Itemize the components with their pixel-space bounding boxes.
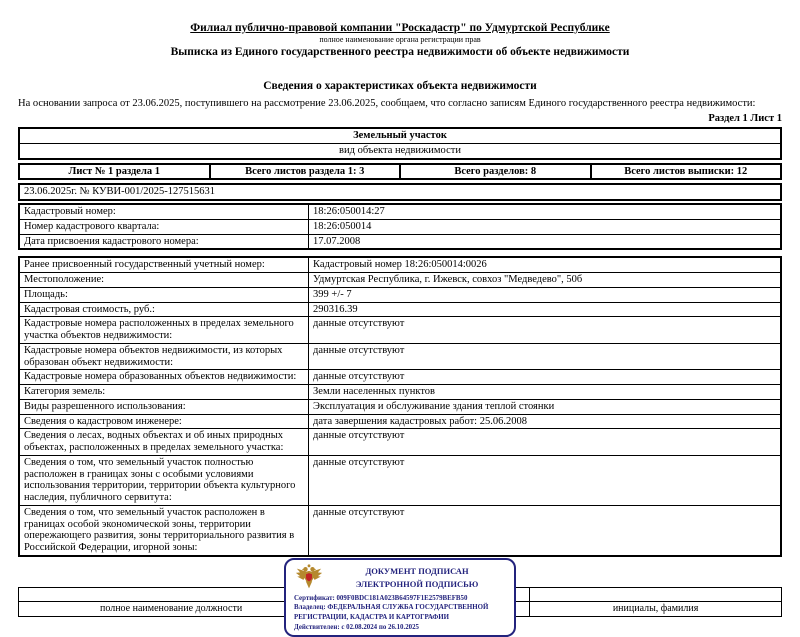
signature-area xyxy=(18,565,782,631)
row-label-cell: Кадастровые номера расположенных в пределах земельного участка объектов недвижимости: xyxy=(19,317,309,344)
row-value-cell: 290316.39 xyxy=(309,302,781,317)
sheet-info-table xyxy=(18,163,782,181)
table-row xyxy=(19,219,781,234)
row-value-cell: данные отсутствуют xyxy=(309,455,781,505)
table-row xyxy=(19,204,781,219)
row-label-cell: Номер кадастрового квартала: xyxy=(19,219,309,234)
sheet-info-cell: Всего листов раздела 1: 3 xyxy=(210,164,401,180)
row-label-cell: Кадастровые номера образованных объектов недвижимости: xyxy=(19,370,309,385)
row-label-cell: Местоположение: xyxy=(19,273,309,288)
stamp-header xyxy=(286,560,514,593)
table-row xyxy=(19,385,781,400)
row-value-cell: данные отсутствуют xyxy=(309,429,781,456)
stamp-details xyxy=(286,593,514,636)
table-row xyxy=(19,317,781,344)
row-label-cell: Кадастровая стоимость, руб.: xyxy=(19,302,309,317)
signature-line-cell xyxy=(530,587,782,601)
document-title: Выписка из Единого государственного реестра недвижимости об объекте недвижимости xyxy=(170,46,630,58)
table-row xyxy=(19,455,781,505)
row-value-cell: данные отсутствуют xyxy=(309,370,781,385)
stamp-title-line2: ЭЛЕКТРОННОЙ ПОДПИСЬЮ xyxy=(355,578,479,589)
row-value-cell: 18:26:050014:27 xyxy=(309,204,781,219)
table-row xyxy=(19,302,781,317)
table-row xyxy=(19,505,781,556)
document-number: 23.06.2025г. № КУВИ-001/2025-127515631 xyxy=(24,186,215,198)
sheet-info-cell: Лист № 1 раздела 1 xyxy=(19,164,210,180)
row-label-cell: Кадастровые номера объектов недвижимости, из которых образован объект недвижимости: xyxy=(19,343,309,370)
row-label-cell: Площадь: xyxy=(19,287,309,302)
object-details-table xyxy=(18,256,782,557)
table-row xyxy=(19,414,781,429)
stamp-certificate: Сертификат: 009F0BDC181A023B64597F1E2579BEFB50 xyxy=(294,594,468,602)
row-value-cell: 17.07.2008 xyxy=(309,234,781,249)
row-label-cell: Кадастровый номер: xyxy=(19,204,309,219)
row-label-cell: Дата присвоения кадастрового номера: xyxy=(19,234,309,249)
object-type-table xyxy=(18,127,782,160)
row-label-cell: Сведения о том, что земельный участок полностью расположен в границах зоны с особыми условиями использования территории, территории объекта культурного наследия, публичного сервитута: xyxy=(19,455,309,505)
document-number-table xyxy=(18,183,782,201)
sheet-info-cell: Всего разделов: 8 xyxy=(400,164,591,180)
section-title: Сведения о характеристиках объекта недвижимости xyxy=(263,80,537,92)
row-value-cell: данные отсутствуют xyxy=(309,505,781,556)
row-value-cell: данные отсутствуют xyxy=(309,343,781,370)
row-value-cell: 18:26:050014 xyxy=(309,219,781,234)
table-row xyxy=(19,257,781,272)
object-type-caption: вид объекта недвижимости xyxy=(339,144,461,156)
row-value-cell: Удмуртская Республика, г. Ижевск, совхоз "Медведево", 50б xyxy=(309,273,781,288)
russia-coat-of-arms-icon xyxy=(294,563,324,593)
position-name-label: полное наименование должности xyxy=(19,601,324,616)
table-row xyxy=(19,234,781,249)
cadastral-numbers-table xyxy=(18,203,782,250)
stamp-owner: Владелец: ФЕДЕРАЛЬНАЯ СЛУЖБА ГОСУДАРСТВЕННОЙ РЕГИСТРАЦИИ, КАДАСТРА И КАРТОГРАФИИ xyxy=(294,604,489,622)
request-basis-line: На основании запроса от 23.06.2025, поступившего на рассмотрение 23.06.2025, сообщаем, что согласно записям Единого государственного реестра недвижимости: xyxy=(18,98,756,109)
table-row xyxy=(19,429,781,456)
stamp-validity: Действителен: с 02.08.2024 по 26.10.2025 xyxy=(294,623,420,631)
row-value-cell: Земли населенных пунктов xyxy=(309,385,781,400)
row-label-cell: Ранее присвоенный государственный учетный номер: xyxy=(19,257,309,272)
section-page-label: Раздел 1 Лист 1 xyxy=(708,113,782,124)
stamp-title-line1: ДОКУМЕНТ ПОДПИСАН xyxy=(365,565,469,576)
row-value-cell: Кадастровый номер 18:26:050014:0026 xyxy=(309,257,781,272)
signature-stamp xyxy=(284,558,516,637)
signature-line-cell xyxy=(19,587,324,601)
row-label-cell: Категория земель: xyxy=(19,385,309,400)
stamp-title xyxy=(330,565,504,591)
row-value-cell: данные отсутствуют xyxy=(309,317,781,344)
row-label-cell: Виды разрешенного использования: xyxy=(19,399,309,414)
registration-authority-caption: полное наименование органа регистрации прав xyxy=(319,35,481,44)
sheet-info-cell: Всего листов выписки: 12 xyxy=(591,164,782,180)
table-row xyxy=(19,287,781,302)
table-row xyxy=(19,343,781,370)
row-label-cell: Сведения о кадастровом инженере: xyxy=(19,414,309,429)
row-label-cell: Сведения о том, что земельный участок расположен в границах особой экономической зоны, территории опережающего развития, зоны территориального развития в Российской Федерации, игорной зоны: xyxy=(19,505,309,556)
row-value-cell: Эксплуатация и обслуживание здания теплой стоянки xyxy=(309,399,781,414)
table-row xyxy=(19,370,781,385)
row-value-cell: дата завершения кадастровых работ: 25.06.2008 xyxy=(309,414,781,429)
row-value-cell: 399 +/- 7 xyxy=(309,287,781,302)
object-type-value: Земельный участок xyxy=(19,128,781,143)
registration-authority-name: Филиал публично-правовой компании "Роскадастр" по Удмуртской Республике xyxy=(190,22,610,34)
initials-surname-label: инициалы, фамилия xyxy=(530,601,782,616)
table-row xyxy=(19,273,781,288)
table-row xyxy=(19,399,781,414)
row-label-cell: Сведения о лесах, водных объектах и об иных природных объектах, расположенных в пределах земельного участка: xyxy=(19,429,309,456)
